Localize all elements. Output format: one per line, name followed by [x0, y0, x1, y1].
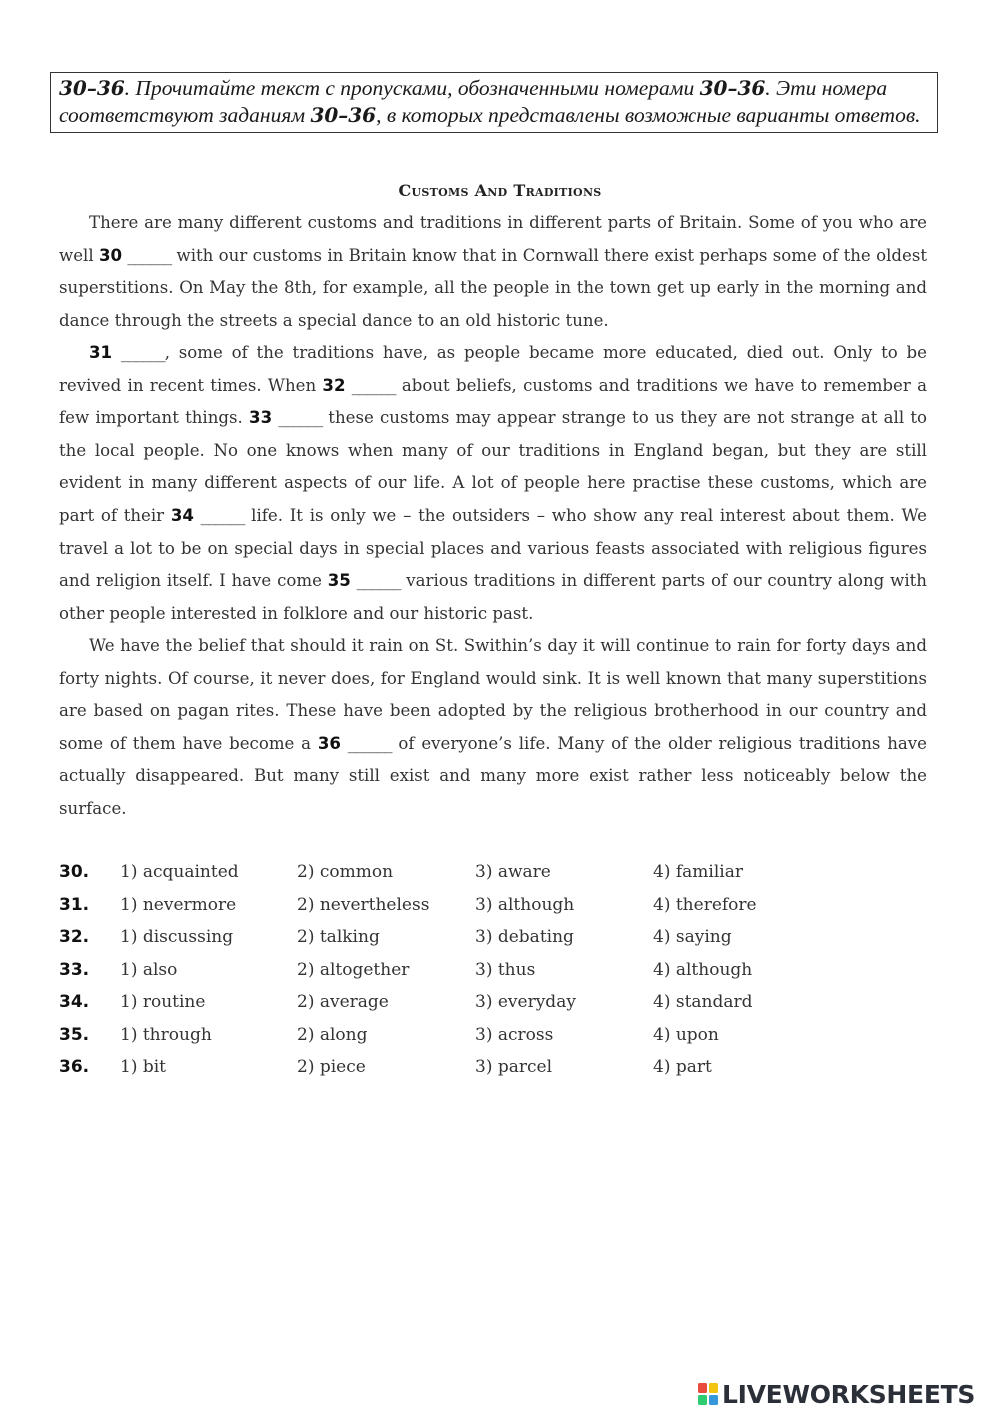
- question-number: 34.: [59, 992, 90, 1012]
- question-number: 30.: [59, 862, 90, 882]
- paragraph-3: We have the belief that should it rain on St. Swithin’s day it will continue to rain for forty days and forty nights. Of course, it never does, for England would sink. It is well known that many superstitions are based on pagan rites. These have been adopted by the religious brotherhood in our country and some of them have become a 36 ______ of everyone’s life. Many of the older religious traditions have actually disappeared. But many still exist and many more exist rather less noticeably below the surface.: [59, 636, 927, 818]
- answer-option[interactable]: 3) across: [475, 1024, 554, 1045]
- liveworksheets-logo-icon: [697, 1382, 719, 1406]
- answer-option[interactable]: 2) common: [297, 862, 394, 882]
- answer-option[interactable]: 2) nevertheless: [297, 894, 430, 915]
- instruction-text: . Эти номера соответствуют заданиям: [59, 76, 888, 127]
- question-row: [59, 956, 859, 989]
- answer-option[interactable]: 3) everyday: [475, 992, 576, 1012]
- task-range: 30–36: [699, 76, 766, 100]
- answer-option[interactable]: 4) therefore: [653, 894, 757, 915]
- paragraph-1: There are many different customs and traditions in different parts of Britain. Some of you who are well 30 ______ with our customs in Britain know that in Cornwall there exist perhaps some of the oldest superstitions. On May the 8th, for example, all the people in the town get up early in the morning and dance through the streets a special dance to an old historic tune.: [59, 213, 927, 330]
- answer-option[interactable]: 3) thus: [475, 959, 536, 980]
- question-number: 36.: [59, 1057, 90, 1077]
- answer-option[interactable]: 3) although: [475, 894, 575, 915]
- answer-option[interactable]: 1) also: [120, 959, 178, 980]
- gap-blank: ______: [127, 245, 172, 265]
- answer-option[interactable]: 2) average: [297, 992, 389, 1012]
- question-row: [59, 1053, 859, 1086]
- gap-number: 30: [98, 245, 123, 265]
- gap-number: 32: [322, 375, 346, 395]
- answer-option[interactable]: 4) although: [653, 959, 753, 980]
- answer-options-table: [59, 858, 859, 1086]
- answer-option[interactable]: 4) upon: [653, 1024, 719, 1045]
- answer-option[interactable]: 1) acquainted: [120, 862, 239, 882]
- answer-option[interactable]: 2) talking: [297, 927, 380, 947]
- answer-option[interactable]: 3) aware: [475, 862, 551, 882]
- gap-number: 31: [89, 343, 113, 362]
- question-number: 33.: [59, 959, 90, 980]
- question-row: [59, 923, 859, 956]
- gap-number: 33: [249, 408, 273, 428]
- gap-blank: ______: [347, 733, 392, 753]
- task-range: 30–36: [310, 103, 377, 127]
- answer-option[interactable]: 2) along: [297, 1024, 368, 1045]
- gap-blank: ______: [351, 375, 396, 395]
- answer-option[interactable]: 4) saying: [653, 927, 732, 947]
- question-row: [59, 988, 859, 1021]
- gap-number: 34: [170, 505, 194, 525]
- answer-option[interactable]: 3) debating: [475, 927, 574, 947]
- task-range: 30–36: [59, 76, 125, 100]
- answer-option[interactable]: 1) bit: [120, 1057, 167, 1077]
- answer-option[interactable]: 1) discussing: [120, 927, 234, 947]
- answer-option[interactable]: 2) piece: [297, 1057, 366, 1077]
- question-row: [59, 1021, 859, 1054]
- gap-blank: ______: [356, 571, 401, 591]
- gap-blank: ______: [120, 343, 165, 362]
- gap-number: 35: [327, 571, 351, 591]
- question-row: [59, 858, 859, 891]
- question-number: 32.: [59, 927, 90, 947]
- paragraph-2: 31 ______, some of the traditions have, as people became more educated, died out. Only to be revived in recent times. When 32 ______ about beliefs, customs and traditions we have to remember a few important things. 33 ______ these customs may appear strange to us they are not strange at all to the local people. No one knows when many of our traditions in England began, but they are still evident in many different aspects of our life. A lot of people here practise these customs, which are part of their 34 ______ life. It is only we – the outsiders – who show any real interest about them. We travel a lot to be on special days in special places and various feasts associated with religious figures and religion itself. I have come 35 ______ various traditions in different parts of our country along with other people interested in folklore and our historic past.: [59, 343, 928, 623]
- gap-number: 36: [317, 733, 341, 753]
- answer-option[interactable]: 3) parcel: [475, 1057, 553, 1077]
- instruction-text: , в которых представлены возможные варианты ответов.: [376, 103, 921, 127]
- question-number: 35.: [59, 1024, 90, 1045]
- instruction-text: . Прочитайте текст с пропусками, обозначенными номерами: [124, 76, 700, 100]
- text-title: Customs And Traditions: [398, 181, 602, 200]
- instruction-box: [50, 72, 938, 133]
- answer-option[interactable]: 4) familiar: [653, 862, 743, 882]
- liveworksheets-logo[interactable]: [697, 1378, 997, 1410]
- answer-option[interactable]: 4) standard: [653, 992, 753, 1012]
- question-row: [59, 891, 859, 924]
- answer-option[interactable]: 1) through: [120, 1024, 212, 1045]
- question-number: 31.: [59, 894, 90, 915]
- gap-blank: ______: [200, 505, 245, 525]
- answer-option[interactable]: 1) nevermore: [120, 894, 237, 915]
- answer-option[interactable]: 1) routine: [120, 992, 206, 1012]
- answer-option[interactable]: 4) part: [653, 1057, 712, 1077]
- logo-text: LIVEWORKSHEETS: [722, 1379, 976, 1409]
- answer-option[interactable]: 2) altogether: [297, 959, 410, 980]
- gap-blank: ______: [278, 408, 323, 428]
